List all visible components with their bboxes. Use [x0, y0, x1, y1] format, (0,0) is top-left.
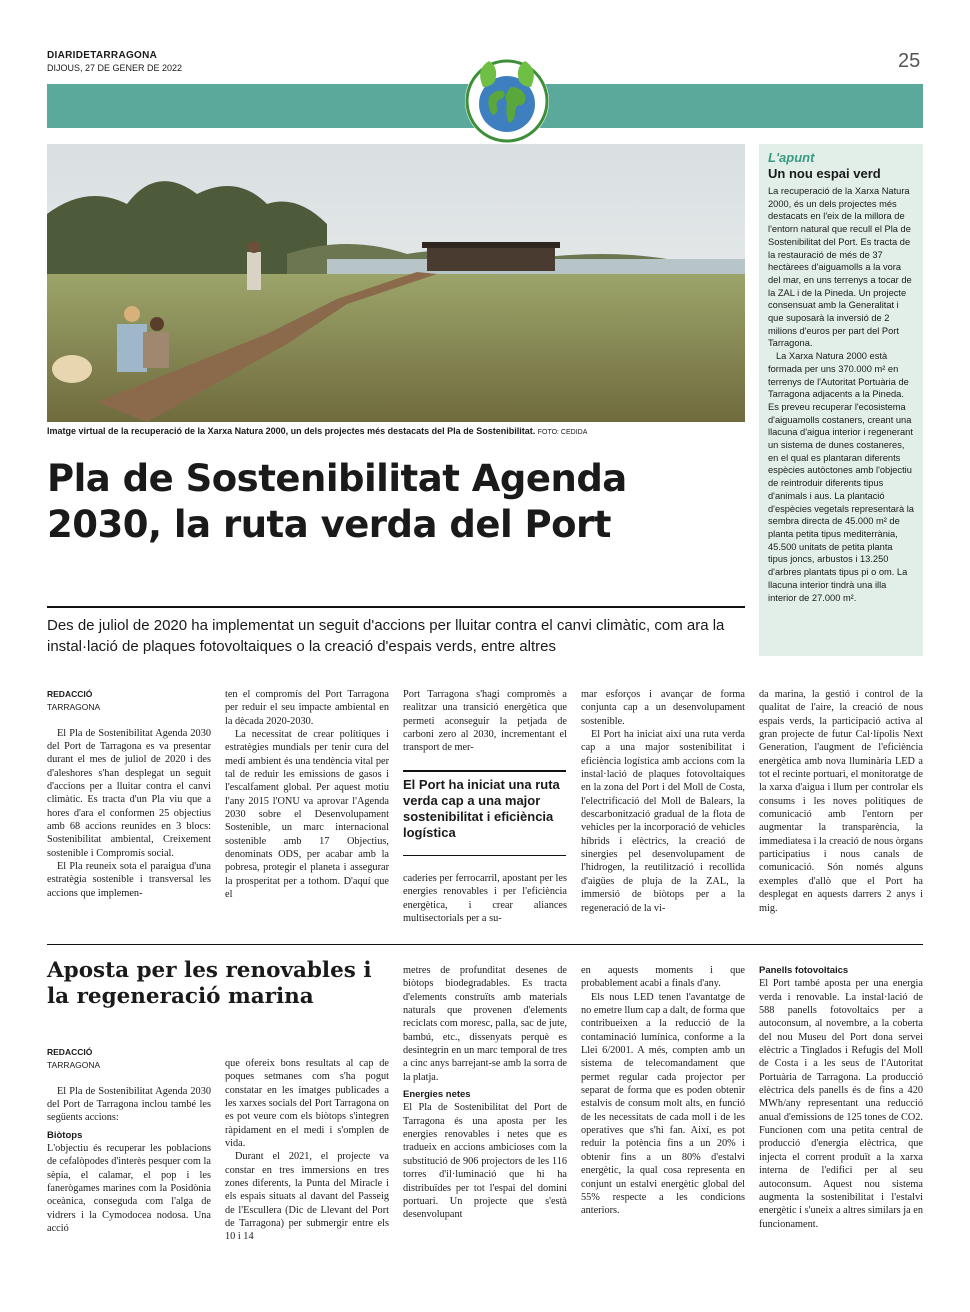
masthead-date: DIJOUS, 27 DE GENER DE 2022	[47, 63, 183, 73]
article-paragraph: ten el compromís del Port Tarragona per reduir el seu impacte ambiental en la dècada 2020-2030.	[225, 689, 389, 727]
masthead-name: DIARIDETARRAGONA	[47, 50, 158, 61]
sidebar-box	[759, 144, 923, 656]
article2-column-3	[403, 964, 567, 1222]
sidebar-body	[768, 185, 914, 604]
standfirst: Des de juliol de 2020 ha implementat un seguit d'accions per lluitar contra el canvi climàtic, com ara la instal·lació de plaques fotovoltaiques o la creació d'espais verds, entre altres	[47, 617, 725, 655]
article1-column-3-bottom	[403, 872, 567, 925]
pull-quote-rule	[403, 855, 566, 856]
article-paragraph: El Pla de Sostenibilitat Agenda 2030 del Port de Tarragona inclou també les següents accions:	[47, 1085, 211, 1124]
sidebar-paragraph: La recuperació de la Xarxa Natura 2000, és un dels projectes més destacats en l'eix de la millora de l'entorn natural que recull el Pla de Sostenibilitat del Port. Es tracta de la restauració de més de 37 hectàrees d'aiguamolls a la vora del mar, en uns terrenys a tocar de la ZAL i de la Pineda. Un projecte consensuat amb la Generalitat i que suposarà la inversió de 2 milions d'euros per part del Port Tarragona.	[768, 186, 912, 349]
subheading: Energies netes	[403, 1089, 471, 1101]
article-paragraph: L'objectiu és recuperar les poblacions de cefalòpodes d'interès pesquer com la sèpia, el calamar, el pop i les fanerògames marines com la Posidònia oceànica, conseguda com l'alga de vidrers i la Cymodocea nodosa. Una acció	[47, 1143, 211, 1235]
photo-caption	[47, 426, 745, 436]
article-paragraph: caderies per ferrocarril, apostant per les energies renovables i per l'eficiència energètica, i crear aliances multisectorials per a su-	[403, 873, 567, 925]
byline: REDACCIÓ	[47, 1047, 93, 1057]
earth-leaf-icon	[463, 57, 551, 145]
article2-column-4	[581, 964, 745, 1218]
article-paragraph: mar esforços i avançar de forma conjunta cap a un desenvolupament sostenible.	[581, 689, 745, 727]
article-paragraph: El Pla de Sostenibilitat Agenda 2030 del Port de Tarragona es va presentar durant el mes de juliol de 2020 i des d'aleshores s'han desplegat un seguit d'accions per a lluitar contra el canvi climàtic. Es tracta d'un Pla viu que a hores d'ara el conformen 25 objectius amb 68 accions reunides en 3 blocs: Sostenibilitat ambiental, Creixement sostenible i Compromís social.	[47, 727, 211, 859]
photo-credit: FOTO: CEDIDA	[537, 429, 588, 436]
byline-place: TARRAGONA	[47, 702, 101, 713]
secondary-headline: Aposta per les renovables i la regeneració marina	[47, 958, 372, 1009]
article2-column-2	[225, 1057, 389, 1244]
article-paragraph: El Port també aposta per una energia verda i renovable. La instal·lació de 588 panells fotovoltaics per a autoconsum, al novembre, a la coberta del nou Museu del Port dona servei elèctric a Tinglados i Refugis del Moll de Costa i a les seus de l'Autoritat Portuària de Tarragona. La producció elèctrica dels panells és de fins a 420 MWh/any representant una reducció anual d'emissions de 125 tones de CO2. Funcionen com una petita central de producció d'energia elèctrica, que injecta el corrent produït a la xarxa interna de l'edifici per al seu autoconsum. Aquest nou sistema augmenta la sostenibilitat i l'estalvi energètic i s'uneix a altres similars ja en funcionament.	[759, 978, 924, 1230]
article1-column-2	[225, 688, 389, 902]
article1-column-4	[581, 688, 745, 915]
subheading: Panells fotovoltaics	[759, 965, 849, 976]
article-paragraph: metres de profunditat desenes de biòtops biodegradables. Es tracta d'elements construïts amb materials naturals que provenen d'elements reciclats com moresc, palla, sac de jute, bambú, etc., dissenyats perquè es desintegrin en un marc temporal de tres a cinc anys barrejant-se amb la sorra de la platja.	[403, 965, 567, 1083]
article1-column-5	[759, 688, 923, 915]
article1-column-3-top	[403, 688, 567, 755]
article-paragraph: El Pla de Sostenibilitat del Port de Tarragona és una aposta per les energies renovables i netes que es tradueix en accions ambicioses com la substitució de 906 projectors de les 116 torres d'il·luminació que hi ha distribuïdes per tot l'espai del domini portuari. Un projecte que s'està desenvolupant	[403, 1102, 567, 1221]
byline-place: TARRAGONA	[47, 1060, 101, 1071]
article-paragraph: La necessitat de crear polítiques i estratègies mundials per tenir cura del medi ambient és una tendència vital per tal de reduir les emissions de gasos i l'escalfament global. Per aquest motiu l'any 2015 l'ONU va aprovar l'Agenda 2030 sobre el Desenvolupament Sostenible, un marc internacional sostenible amb 17 Objectius, denominats ODS, per acabar amb la pobresa, protegir el planeta i assegurar la prosperitat per a tothom. D'aquí que el	[225, 729, 389, 901]
caption-text: Imatge virtual de la recuperació de la Xarxa Natura 2000, un dels projectes més destacats del Pla de Sostenibilitat.	[47, 426, 536, 436]
main-headline: Pla de Sostenibilitat Agenda 2030, la ruta verda del Port	[47, 457, 627, 546]
hero-image	[47, 144, 745, 422]
divider	[47, 606, 745, 608]
article-paragraph: El Port ha iniciat així una ruta verda cap a una major sostenibilitat i eficiència logística amb accions com la instal·lació de plaques fotovoltaiques en la zona del Port i del Moll de Costa, l'electrificació del Moll de Balears, la descarbonització gradual de la flota de vehicles per la incorporació de vehicles híbrids i elèctrics, la creació de sinergies pel desenvolupament de l'hidrogen, la reutilització i recollida d'aigües de pluja de la ZAL, la immersió de biòtops per a la regeneració de la vi-	[581, 729, 745, 914]
article-paragraph: El Pla reuneix sota el paraigua d'una estratègia sostenible i transversal les accions que implemen-	[47, 861, 211, 899]
sidebar-kicker: L'apunt	[768, 150, 815, 165]
article2-column-5	[759, 964, 923, 1231]
article-paragraph: Port Tarragona s'hagi compromès a realitzar una transició energètica que permeti aconseguir la petjada de carboni zero al 2030, incrementant el transport de mer-	[403, 689, 567, 754]
article2-column-1	[47, 1046, 211, 1235]
section-separator	[47, 944, 923, 945]
page-number: 25	[898, 50, 921, 72]
article-paragraph: da marina, la gestió i control de la qualitat de l'aire, la creació de nous espais verds, la participació activa al gran projecte de futur Cal·lípolis Next Generation, l'augment de l'eficiència energètica amb nova lluminària LED a tot el recinte portuari, el monitoratge de la xarxa d'aigua i llum per controlar els consums i les noves polítiques de comunicació amb l'entorn per augmentar la transparència, la immediatesa i la creació de nous òrgans participatius i nous canals de comunicació. Són només alguns exemples d'allò que el Port ha desplegat en aquests darrers 2 anys i mig.	[759, 689, 923, 914]
article-paragraph: que ofereix bons resultats al cap de poques setmanes com s'ha pogut constatar en les imatges publicades a les xarxes socials del Port Tarragona on es pot veure com els biòtops s'integren ràpidament en el medi i s'omplen de vida.	[225, 1058, 389, 1150]
sidebar-title: Un nou espai verd	[768, 166, 881, 181]
article-paragraph: Durant el 2021, el projecte va constar en tres immersions en tres zones diferents, la Punta del Miracle i els espais situats al davant del Passeig de l'Escullera (Dic de Llevant del Port de Tarragona) per submergir entre els 10 i 14	[225, 1151, 389, 1243]
article-paragraph: Els nous LED tenen l'avantatge de no emetre llum cap a dalt, de forma que contribueixen a la reducció de la contaminació lumínica, conforme a la Llei 6/2001. A més, compten amb un sistema de telecomandament que permet regular cada projector per separat de forma que es poden obtenir estalvis de consum molt alts, en funció de les necessitats de cada moll i de les operatives que s'hi fan. Així, es pot reduir la potència fins a un 20% i obtenir fins a un 80% d'estalvi energètic, la qual cosa representa en conjunt un estalvi energètic global del 55% respecte a les condicions anteriors.	[581, 991, 745, 1217]
pull-quote: El Port ha iniciat una ruta verda cap a una major sostenibilitat i eficiència logística	[403, 770, 566, 841]
article1-column-1	[47, 688, 211, 900]
subheading: Biòtops	[47, 1129, 83, 1141]
byline: REDACCIÓ	[47, 689, 93, 699]
article-paragraph: en aquests moments i que probablement acabi a finals d'any.	[581, 965, 745, 990]
sidebar-paragraph: La Xarxa Natura 2000 està formada per uns 370.000 m² en terrenys de l'Autoritat Portuària de Tarragona adjacents a la Pineda. Es preveu recuperar l'ecosistema d'aiguamolls costaners, creant una llacuna d'aigua interior i regenerant un sistema de dunes costaneres, en el qual es plantaran diferents espècies autòctones amb l'objectiu de reintroduir diferents tipus d'animals i aus. La plantació d'espècies vegetals representarà la sembra directa de 45.000 m² de planta petita tipus mediterrània, 45.500 unitats de petita planta tipus joncs, arbustos i 13.250 d'arbres plantats tipus pi o om. La llacuna interior tindrà una illa interior de 27.000 m².	[768, 351, 914, 603]
